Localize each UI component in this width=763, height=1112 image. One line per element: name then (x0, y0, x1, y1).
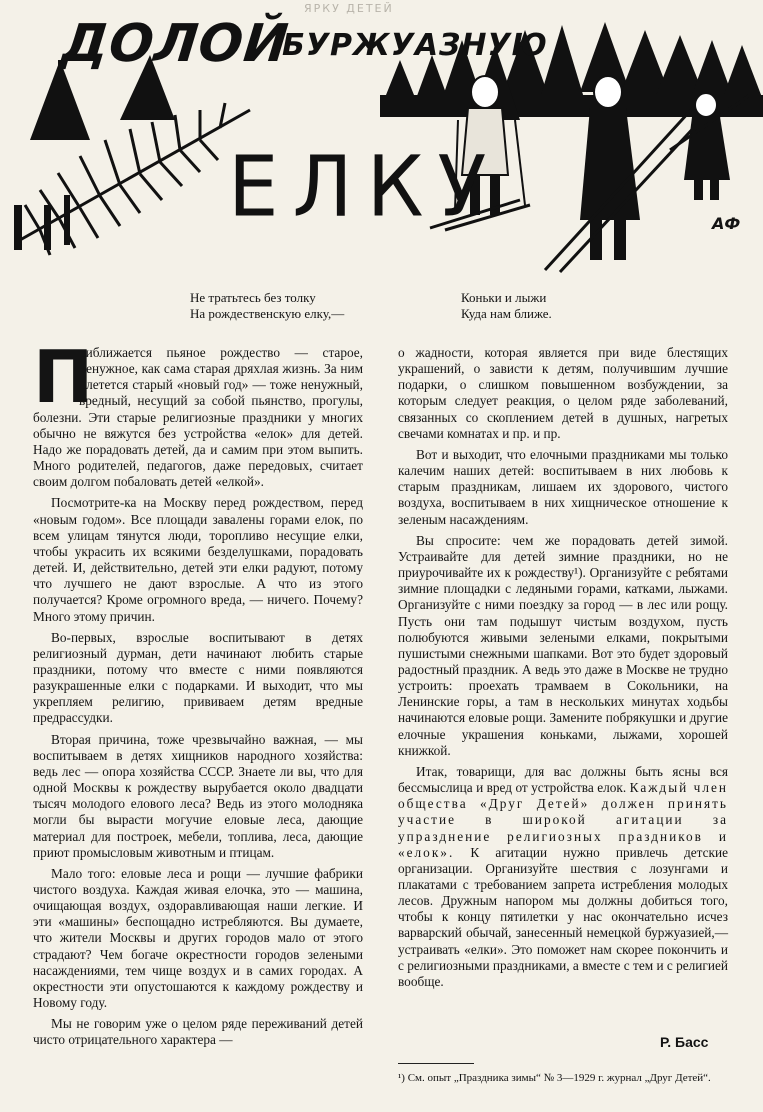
article-paragraph: Посмотрите-ка на Москву перед рождеством, перед «новым годом». Все площади завалены горами елок, по всем улицам тянутся люди, торопливо несущие елки, чтобы украсить их всякими безделушками, порадовать детей. И, действительно, детей эти елки радуют, потому что лучшего не дают взрослые. А что из этого получается? Кроме огромного вреда, — ничего. Почему? Много этому причин. (33, 495, 363, 624)
footnote-divider (398, 1063, 474, 1064)
title-line-2: БУРЖУАЗНУЮ (282, 28, 548, 63)
article-paragraph-closing: Итак, товарищи, для вас должны быть ясны вся бессмыслица и вред от устройства елок. Каждый член общества «Друг Детей» должен принять участие в широкой агитации за упразднение религиозных праздников и «елок». К агитации нужно привлечь детские организации. Организуйте шествия с лозунгами и плакатами с требованием запрета истребления молодых лесов. Дружным напором мы должны добиться того, чтобы к концу пятилетки у нас окончательно исчез варварский обычай, занесенный немецкой буржуазией,— устраивать «елки». Это поможет нам скорее покончить и с религиозными праздниками, а вместе с тем и с религией вообще. (398, 763, 729, 989)
spaced-emphasis: Каждый член общества «Друг Детей» должен принять участие в широкой агитации за упразднение религиозных праздников и «елок». (398, 780, 729, 860)
title-line-3: ЕЛКУ (228, 137, 501, 236)
article-paragraph: о жадности, которая является при виде блестящих украшений, о зависти к детям, получившим лучшие подарки, о слишком повышенном возбуждении, за которым следует реакция, о целом ряде заболеваний, связанных со скоплением детей в душных, нагретых свечами комнатах и пр. и пр. (398, 345, 728, 441)
article-paragraph: Во-первых, взрослые воспитывают в детях религиозный дурман, дети начинают любить старые праздники, потому что вместе с ними появляются разукрашенные елки с подарками. И выходит, что мы укрепляем религию, прививаем детям вредные предрассудки. (33, 629, 363, 726)
verse-left (190, 290, 344, 322)
author-signature: Р. Басс (660, 1034, 709, 1050)
verse-line: На рождественскую елку,— (190, 306, 345, 321)
article-column-right (398, 345, 728, 990)
article-paragraph: Вот и выходит, что елочными праздниками мы только калечим наших детей: воспитываем в них любовь к старым праздникам, лишаем их здорового, чистого воздуха, воспитываем в них хищническое отношение к зеленым насаждениям. (398, 446, 728, 527)
article-paragraph: Мало того: еловые леса и рощи — лучшие фабрики чистого воздуха. Каждая живая елочка, это — машина, очищающая воздух, оздоравливающая наши легкие. И эти «машины» беспощадно истребляются. Вы думаете, что жители Москвы и других городов мало от этого страдают? Чем богаче окрестности городов зелеными насаждениями, тем чище воздух и в самих городах. А окрестности эти опустошаются к каждому рождеству и Новому году. (33, 865, 363, 1011)
verse-right (461, 290, 552, 322)
footnote: ¹) См. опыт „Праздника зимы“ № 3—1929 г. журнал „Друг Детей“. (398, 1072, 711, 1084)
verse-line: Куда нам ближе. (461, 306, 552, 321)
artist-initials: АФ (712, 214, 741, 233)
article-paragraph: Вы спросите: чем же порадовать детей зимой. Устраивайте для детей зимние праздники, но не приурочивайте их к рождеству¹). Организуйте с ребятами зимние площадки с ледяными горами, катками, лыжами. Организуйте с ними поездку за город — в лес или рощу. Пусть они там подышут чистым воздухом, пусть полюбуются живыми зелеными елками, покрытыми пушистыми снежными шапками. Вот это будет здоровый радостный праздник. А ведь это даже в Москве не трудно устроить: проехать трамваем в Сокольники, на Ленинские горы, а там в нескольких минутах ходьбы начинаются еловые рощи. Замените побрякушки и другие елочные украшения коньками, лыжами, хорошей книжкой. (398, 532, 728, 758)
verse-line: Коньки и лыжи (461, 290, 547, 305)
title-line-1: ДОЛОЙ (58, 14, 292, 74)
masthead-faint: ЯРКУ ДЕТЕЙ (304, 2, 394, 15)
verse-line: Не тратьтесь без толку (190, 290, 316, 305)
article-paragraph: Мы не говорим уже о целом ряде переживаний детей чисто отрицательного характера — (33, 1016, 363, 1048)
article-paragraph: П риближается пьяное рождество — старое, ненужное, как сама старая дряхлая жизнь. За ним плетется старый «новый год» — тоже ненужный, вредный, несущий за собой пьянство, прогулы, болезни. Эти старые религиозные праздники у многих обычно не вяжутся без устройства «елок» для детей. Надо же порадовать детей, да и самим при этом выпить. Много родителей, педагогов, даже передовых, считает своим долгом побаловать детей «елкой». (33, 335, 363, 490)
drop-cap: П (33, 335, 92, 419)
article-column-left (33, 335, 363, 1049)
article-paragraph: Вторая причина, тоже чрезвычайно важная, — мы воспитываем в детях хищников народного хозяйства: ведь лес — опора хозяйства СССР. Знаете ли вы, что для одной Москвы к рождеству вырубается около двадцати тысяч молодого елового леса? Ведь из этого молодняка могли бы вырасти могучие еловые леса, дающие материал для построек, мебели, топлива, леса, дающие приют промысловым животным и птицам. (33, 731, 363, 860)
